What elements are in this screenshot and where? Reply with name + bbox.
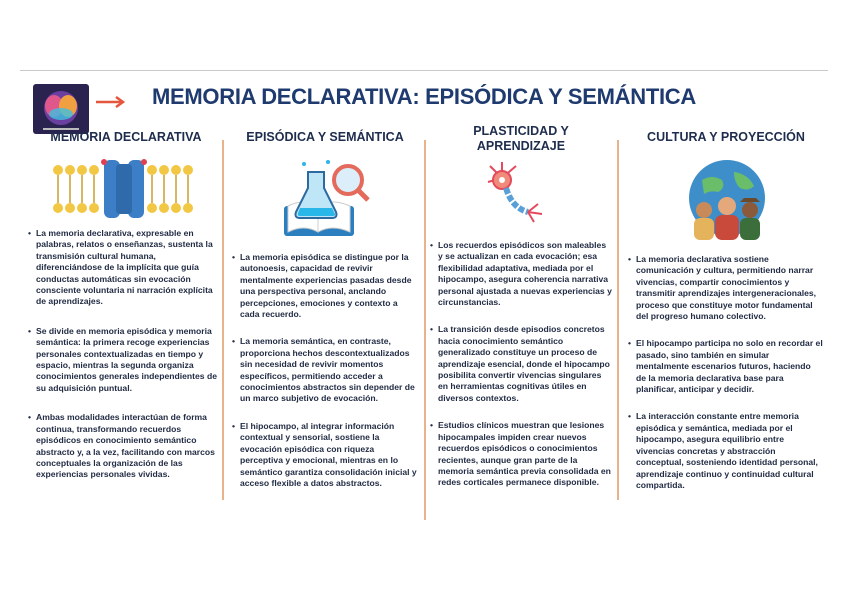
brain-logo — [33, 84, 89, 134]
arrow-right-icon — [96, 95, 126, 113]
column-memoria-declarativa — [40, 130, 212, 145]
list-item: • Los recuerdos episódicos son maleables y se actualizan en cada evocación; esa flexibilidad adaptativa, mediada por el hipocampo, asegura coherencia narrativa personal ajustada a nuevas experiencias y circunstancias. — [430, 240, 613, 308]
list-item: • La memoria semántica, en contraste, proporciona hechos descontextualizados sin necesidad de revivir momentos específicos, permitiendo acceder a conocimientos abstractos sin depender de un marco subjetivo de evocación. — [232, 336, 418, 404]
list-item: • El hipocampo participa no solo en recordar el pasado, sino también en simular mentalmente escenarios futuros, haciendo de la memoria declarativa base para planificar, anticipar y decidir. — [628, 338, 823, 395]
column-divider — [222, 140, 224, 500]
column-divider — [617, 140, 619, 500]
list-item: • El hipocampo, al integrar información contextual y sensorial, sostiene la evocación episódica con riqueza perceptiva y emocional, mientras en lo semántico garantiza consolidación inicial y acceso flexible a datos abstractos. — [232, 421, 418, 489]
list-item: • La memoria declarativa sostiene comunicación y cultura, permitiendo narrar vivencias, compartir conocimientos y transmitir aprendizajes intergeneracionales, proceso que constituye motor fundamental del progreso humano colectivo. — [628, 254, 823, 322]
list-item: • Se divide en memoria episódica y memoria semántica: la primera recoge experiencias personales contextualizadas en tiempo y espacio, mientras la segunda organiza conocimientos generales independientes de su adquisición puntual. — [28, 326, 218, 394]
column-heading: CULTURA Y PROYECCIÓN — [647, 130, 805, 144]
list-item: • La interacción constante entre memoria episódica y semántica, mediada por el hipocampo, asegura equilibrio entre vivencias concretas y abstracción conceptual, sosteniendo identidad personal, aprendizaje continuo y continuidad cultural compartida. — [628, 411, 823, 491]
list-item: • Estudios clínicos muestran que lesiones hipocampales impiden crear nuevos recuerdos episódicos o conocimientos recientes, aunque gran parte de la memoria semántica previa consolidada en redes corticales permanece disponible. — [430, 420, 613, 488]
bullet-list — [628, 254, 823, 491]
column-divider — [424, 140, 426, 520]
column-heading: PLASTICIDAD Y APRENDIZAJE — [473, 124, 569, 153]
globe-people-icon — [682, 158, 772, 251]
column-plasticidad-aprendizaje — [446, 124, 596, 154]
column-cultura-proyeccion — [636, 130, 816, 145]
bullet-list — [28, 228, 218, 481]
list-item: • Ambas modalidades interactúan de forma continua, transformando recuerdos episódicos en conocimiento semántico abstracto y, a la vez, facilitando con marcos conceptuales la organización de las experiencias personales vividas. — [28, 412, 218, 480]
bullet-list — [430, 240, 613, 489]
neuron-icon — [486, 160, 550, 231]
page-title: MEMORIA DECLARATIVA: EPISÓDICA Y SEMÁNTICA — [152, 84, 696, 109]
list-item: • La transición desde episodios concretos hacia conocimiento semántico generalizado constituye un proceso de aprendizaje esencial, donde el hipocampo posibilita convertir vivencias singulares en herramientas cognitivas útiles en diversos contextos. — [430, 324, 613, 404]
column-episodica-semantica — [236, 130, 414, 145]
list-item: • La memoria declarativa, expresable en palabras, relatos o enseñanzas, sustenta la transmisión cultural humana, diferenciándose de la implícita que guía conductas automáticas sin evocación consciente voluntaria ni narración explícita de aprendizajes. — [28, 228, 218, 308]
book-flask-magnifier-icon — [280, 158, 370, 247]
column-heading: MEMORIA DECLARATIVA — [50, 130, 202, 144]
list-item: • La memoria episódica se distingue por la autonoesis, capacidad de revivir mentalmente experiencias pasadas desde una perspectiva personal, anclando percepciones, emociones y contexto a cada recuerdo. — [232, 252, 418, 320]
ion-channel-membrane-icon — [52, 158, 202, 225]
column-heading: EPISÓDICA Y SEMÁNTICA — [246, 130, 404, 144]
bullet-list — [232, 252, 418, 489]
